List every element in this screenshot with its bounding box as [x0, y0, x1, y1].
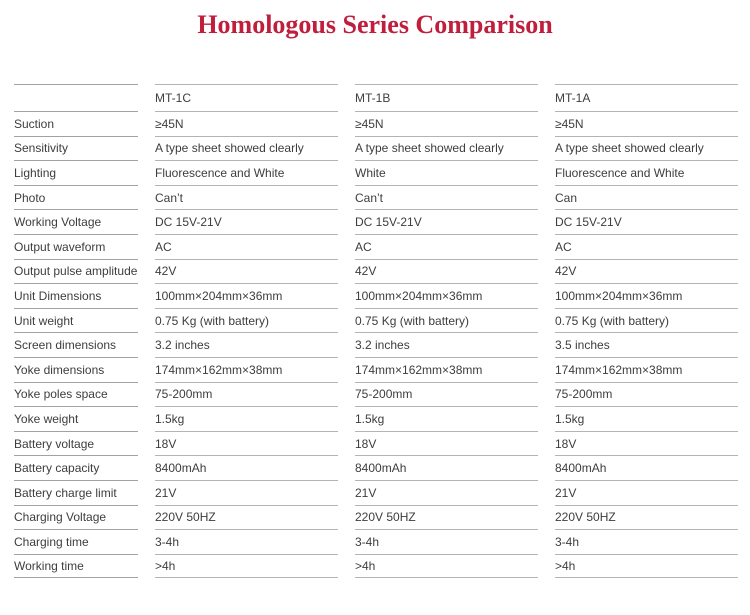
cell-mt-1c: 1.5kg [155, 406, 338, 431]
cell-mt-1a: Fluorescence and White [555, 160, 738, 185]
cell-mt-1c: 3-4h [155, 529, 338, 554]
cell-mt-1c: 174mm×162mm×38mm [155, 357, 338, 382]
cell-mt-1c: 100mm×204mm×36mm [155, 283, 338, 308]
cell-mt-1a: 21V [555, 480, 738, 505]
cell-mt-1b: ≥45N [355, 111, 538, 136]
table-row [0, 382, 750, 407]
cell-mt-1b: 75-200mm [355, 382, 538, 407]
table-row [0, 283, 750, 308]
cell-mt-1b: 3-4h [355, 529, 538, 554]
table-row [0, 529, 750, 554]
row-label: Yoke weight [14, 406, 138, 431]
cell-mt-1a: 3.5 inches [555, 332, 738, 357]
table-row [0, 209, 750, 234]
cell-mt-1c: 42V [155, 259, 338, 284]
cell-mt-1b: 220V 50HZ [355, 505, 538, 530]
table-row [0, 160, 750, 185]
row-label: Output pulse amplitude [14, 259, 138, 284]
row-label: Working time [14, 554, 138, 579]
row-label [14, 84, 138, 111]
row-label: Lighting [14, 160, 138, 185]
row-label: Photo [14, 185, 138, 210]
cell-mt-1c: 21V [155, 480, 338, 505]
table-row [0, 332, 750, 357]
cell-mt-1a: 100mm×204mm×36mm [555, 283, 738, 308]
cell-mt-1c: 8400mAh [155, 455, 338, 480]
table-row [0, 136, 750, 161]
cell-mt-1a: 1.5kg [555, 406, 738, 431]
cell-mt-1a: DC 15V-21V [555, 209, 738, 234]
row-label: Yoke poles space [14, 382, 138, 407]
comparison-table [0, 84, 750, 578]
cell-mt-1c: 18V [155, 431, 338, 456]
row-label: Battery capacity [14, 455, 138, 480]
cell-mt-1b: 174mm×162mm×38mm [355, 357, 538, 382]
cell-mt-1a: >4h [555, 554, 738, 579]
table-row [0, 554, 750, 579]
cell-mt-1b: 0.75 Kg (with battery) [355, 308, 538, 333]
cell-mt-1a: AC [555, 234, 738, 259]
row-label: Unit Dimensions [14, 283, 138, 308]
cell-mt-1a: ≥45N [555, 111, 738, 136]
cell-mt-1b: Can’t [355, 185, 538, 210]
cell-mt-1a: 220V 50HZ [555, 505, 738, 530]
row-label: Battery voltage [14, 431, 138, 456]
row-label: Yoke dimensions [14, 357, 138, 382]
cell-mt-1c: Can’t [155, 185, 338, 210]
row-label: Unit weight [14, 308, 138, 333]
cell-mt-1a: A type sheet showed clearly [555, 136, 738, 161]
table-row [0, 357, 750, 382]
cell-mt-1a: 3-4h [555, 529, 738, 554]
table-row [0, 259, 750, 284]
table-row [0, 308, 750, 333]
cell-mt-1b: >4h [355, 554, 538, 579]
page-title: Homologous Series Comparison [197, 10, 553, 39]
column-header: MT-1A [555, 84, 738, 111]
cell-mt-1c: >4h [155, 554, 338, 579]
cell-mt-1c: 3.2 inches [155, 332, 338, 357]
row-label: Screen dimensions [14, 332, 138, 357]
row-label: Charging time [14, 529, 138, 554]
cell-mt-1a: 0.75 Kg (with battery) [555, 308, 738, 333]
cell-mt-1b: 21V [355, 480, 538, 505]
cell-mt-1a: 174mm×162mm×38mm [555, 357, 738, 382]
cell-mt-1b: 18V [355, 431, 538, 456]
cell-mt-1a: Can [555, 185, 738, 210]
row-label: Suction [14, 111, 138, 136]
table-row [0, 185, 750, 210]
column-header: MT-1C [155, 84, 338, 111]
cell-mt-1c: A type sheet showed clearly [155, 136, 338, 161]
column-header: MT-1B [355, 84, 538, 111]
table-row [0, 111, 750, 136]
cell-mt-1c: 0.75 Kg (with battery) [155, 308, 338, 333]
cell-mt-1c: 220V 50HZ [155, 505, 338, 530]
cell-mt-1b: 3.2 inches [355, 332, 538, 357]
cell-mt-1a: 18V [555, 431, 738, 456]
cell-mt-1b: A type sheet showed clearly [355, 136, 538, 161]
cell-mt-1c: DC 15V-21V [155, 209, 338, 234]
cell-mt-1a: 75-200mm [555, 382, 738, 407]
table-row [0, 431, 750, 456]
table-row [0, 234, 750, 259]
table-row [0, 406, 750, 431]
cell-mt-1a: 42V [555, 259, 738, 284]
table-row [0, 480, 750, 505]
cell-mt-1c: AC [155, 234, 338, 259]
cell-mt-1b: AC [355, 234, 538, 259]
cell-mt-1b: White [355, 160, 538, 185]
row-label: Charging Voltage [14, 505, 138, 530]
cell-mt-1b: 100mm×204mm×36mm [355, 283, 538, 308]
row-label: Sensitivity [14, 136, 138, 161]
table-header-row [0, 84, 750, 111]
cell-mt-1c: Fluorescence and White [155, 160, 338, 185]
cell-mt-1a: 8400mAh [555, 455, 738, 480]
table-row [0, 455, 750, 480]
cell-mt-1c: ≥45N [155, 111, 338, 136]
cell-mt-1b: DC 15V-21V [355, 209, 538, 234]
row-label: Working Voltage [14, 209, 138, 234]
row-label: Battery charge limit [14, 480, 138, 505]
row-label: Output waveform [14, 234, 138, 259]
cell-mt-1b: 42V [355, 259, 538, 284]
cell-mt-1b: 8400mAh [355, 455, 538, 480]
cell-mt-1c: 75-200mm [155, 382, 338, 407]
table-row [0, 505, 750, 530]
cell-mt-1b: 1.5kg [355, 406, 538, 431]
